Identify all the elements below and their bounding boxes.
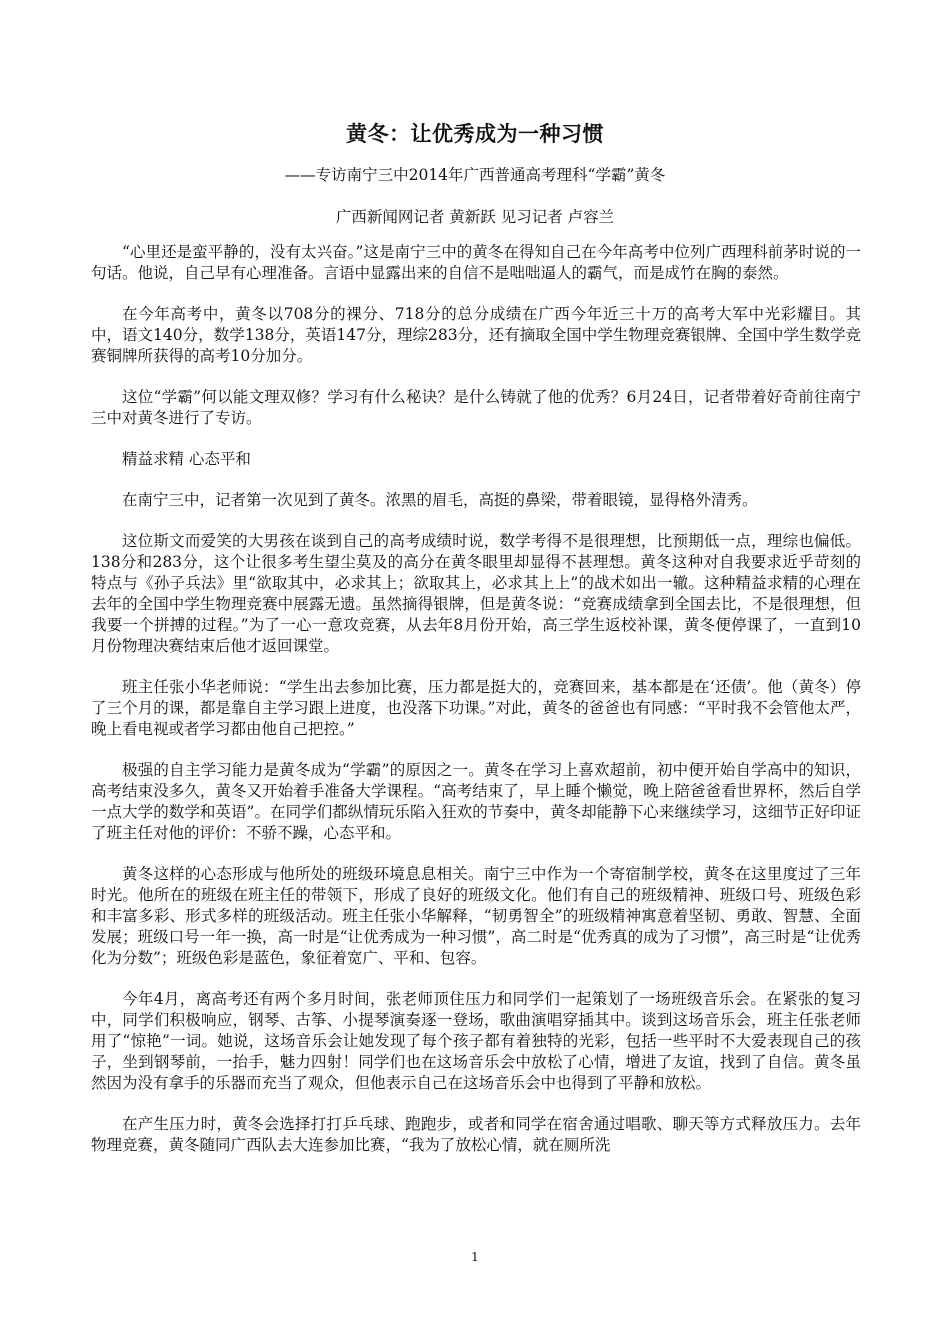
- paragraph-9: 今年4月，离高考还有两个多月时间，张老师顶住压力和同学们一起策划了一场班级音乐会。在紧张的复习中，同学们积极响应，钢琴、古筝、小提琴演奏逐一登场，歌曲演唱穿插其中。谈到这场音乐会，班主任张老师用了“惊艳”一词。她说，这场音乐会让她发现了每个孩子都有着独特的光彩，包括一些平时不大爱表现自己的孩子，坐到钢琴前，一抬手，魅力四射！同学们也在这场音乐会中放松了心情，增进了友谊，找到了自信。黄冬虽然因为没有拿手的乐器而充当了观众，但他表示自己在这场音乐会中也得到了平静和放松。: [91, 990, 861, 1092]
- paragraph-8: 黄冬这样的心态形成与他所处的班级环境息息相关。南宁三中作为一个寄宿制学校，黄冬在这里度过了三年时光。他所在的班级在班主任的带领下，形成了良好的班级文化。他们有自己的班级精神、班级口号、班级色彩和丰富多彩、形式多样的班级活动。班主任张小华解释，“韧勇智全”的班级精神寓意着坚韧、勇敢、智慧、全面发展；班级口号一年一换，高一时是“让优秀成为一种习惯”，高二时是“优秀真的成为了习惯”，高三时是“让优秀化为分数”；班级色彩是蓝色，象征着宽广、平和、包容。: [91, 865, 861, 967]
- paragraph-5: 这位斯文而爱笑的大男孩在谈到自己的高考成绩时说，数学考得不是很理想，比预期低一点，理综也偏低。138分和283分，这个让很多考生望尘莫及的高分在黄冬眼里却显得不甚理想。黄冬这种对自我要求近乎苛刻的特点与《孙子兵法》里“欲取其中，必求其上；欲取其上，必求其上上”的战术如出一辙。这种精益求精的心理在去年的全国中学生物理竞赛中展露无遗。虽然摘得银牌，但是黄冬说：“竞赛成绩拿到全国去比，不是很理想，但我要一个拼搏的过程。”为了一心一意攻竞赛，从去年8月份开始，高三学生返校补课，黄冬便停课了，一直到10月份物理决赛结束后他才返回课堂。: [91, 532, 861, 655]
- paragraph-6: 班主任张小华老师说：“学生出去参加比赛，压力都是挺大的，竞赛回来，基本都是在‘还债’。他（黄冬）停了三个月的课，都是靠自主学习跟上进度，也没落下功课。”对此，黄冬的爸爸也有同感：“平时我不会管他太严，晚上看电视或者学习都由他自己把控。”: [91, 678, 861, 738]
- page-number: 1: [471, 1250, 479, 1264]
- paragraph-10: 在产生压力时，黄冬会选择打打乒乓球、跑跑步，或者和同学在宿舍通过唱歌、聊天等方式释放压力。去年物理竞赛，黄冬随同广西队去大连参加比赛，“我为了放松心情，就在厕所洗: [91, 1115, 861, 1154]
- paragraph-2: 在今年高考中，黄冬以708分的裸分、718分的总分成绩在广西今年近三十万的高考大军中光彩耀目。其中，语文140分，数学138分，英语147分，理综283分，还有摘取全国中学生物理竞赛银牌、全国中学生数学竞赛铜牌所获得的高考10分加分。: [91, 305, 861, 365]
- article-subtitle: ——专访南宁三中2014年广西普通高考理科“学霸”黄冬: [284, 166, 666, 184]
- article-body: [91, 242, 861, 1176]
- paragraph-4: 在南宁三中，记者第一次见到了黄冬。浓黑的眉毛，高挺的鼻梁，带着眼镜，显得格外清秀。: [122, 491, 758, 509]
- section-heading: 精益求精 心态平和: [122, 450, 251, 468]
- paragraph-1: “心里还是蛮平静的，没有太兴奋。”这是南宁三中的黄冬在得知自己在今年高考中位列广西理科前茅时说的一句话。他说，自己早有心理准备。言语中显露出来的自信不是咄咄逼人的霸气，而是成竹在胸的泰然。: [91, 243, 861, 282]
- paragraph-7: 极强的自主学习能力是黄冬成为“学霸”的原因之一。黄冬在学习上喜欢超前，初中便开始自学高中的知识，高考结束没多久，黄冬又开始着手准备大学课程。“高考结束了，早上睡个懒觉，晚上陪爸爸看世界杯，然后自学一点大学的数学和英语”。在同学们都纵情玩乐陷入狂欢的节奏中，黄冬却能静下心来继续学习，这细节正好印证了班主任对他的评价：不骄不躁，心态平和。: [91, 761, 861, 842]
- article-byline: 广西新闻网记者 黄新跃 见习记者 卢容兰: [335, 208, 615, 226]
- article-title: 黄冬：让优秀成为一种习惯: [346, 122, 604, 146]
- paragraph-3: 这位“学霸”何以能文理双修？学习有什么秘诀？是什么铸就了他的优秀？6月24日，记者带着好奇前往南宁三中对黄冬进行了专访。: [91, 388, 861, 427]
